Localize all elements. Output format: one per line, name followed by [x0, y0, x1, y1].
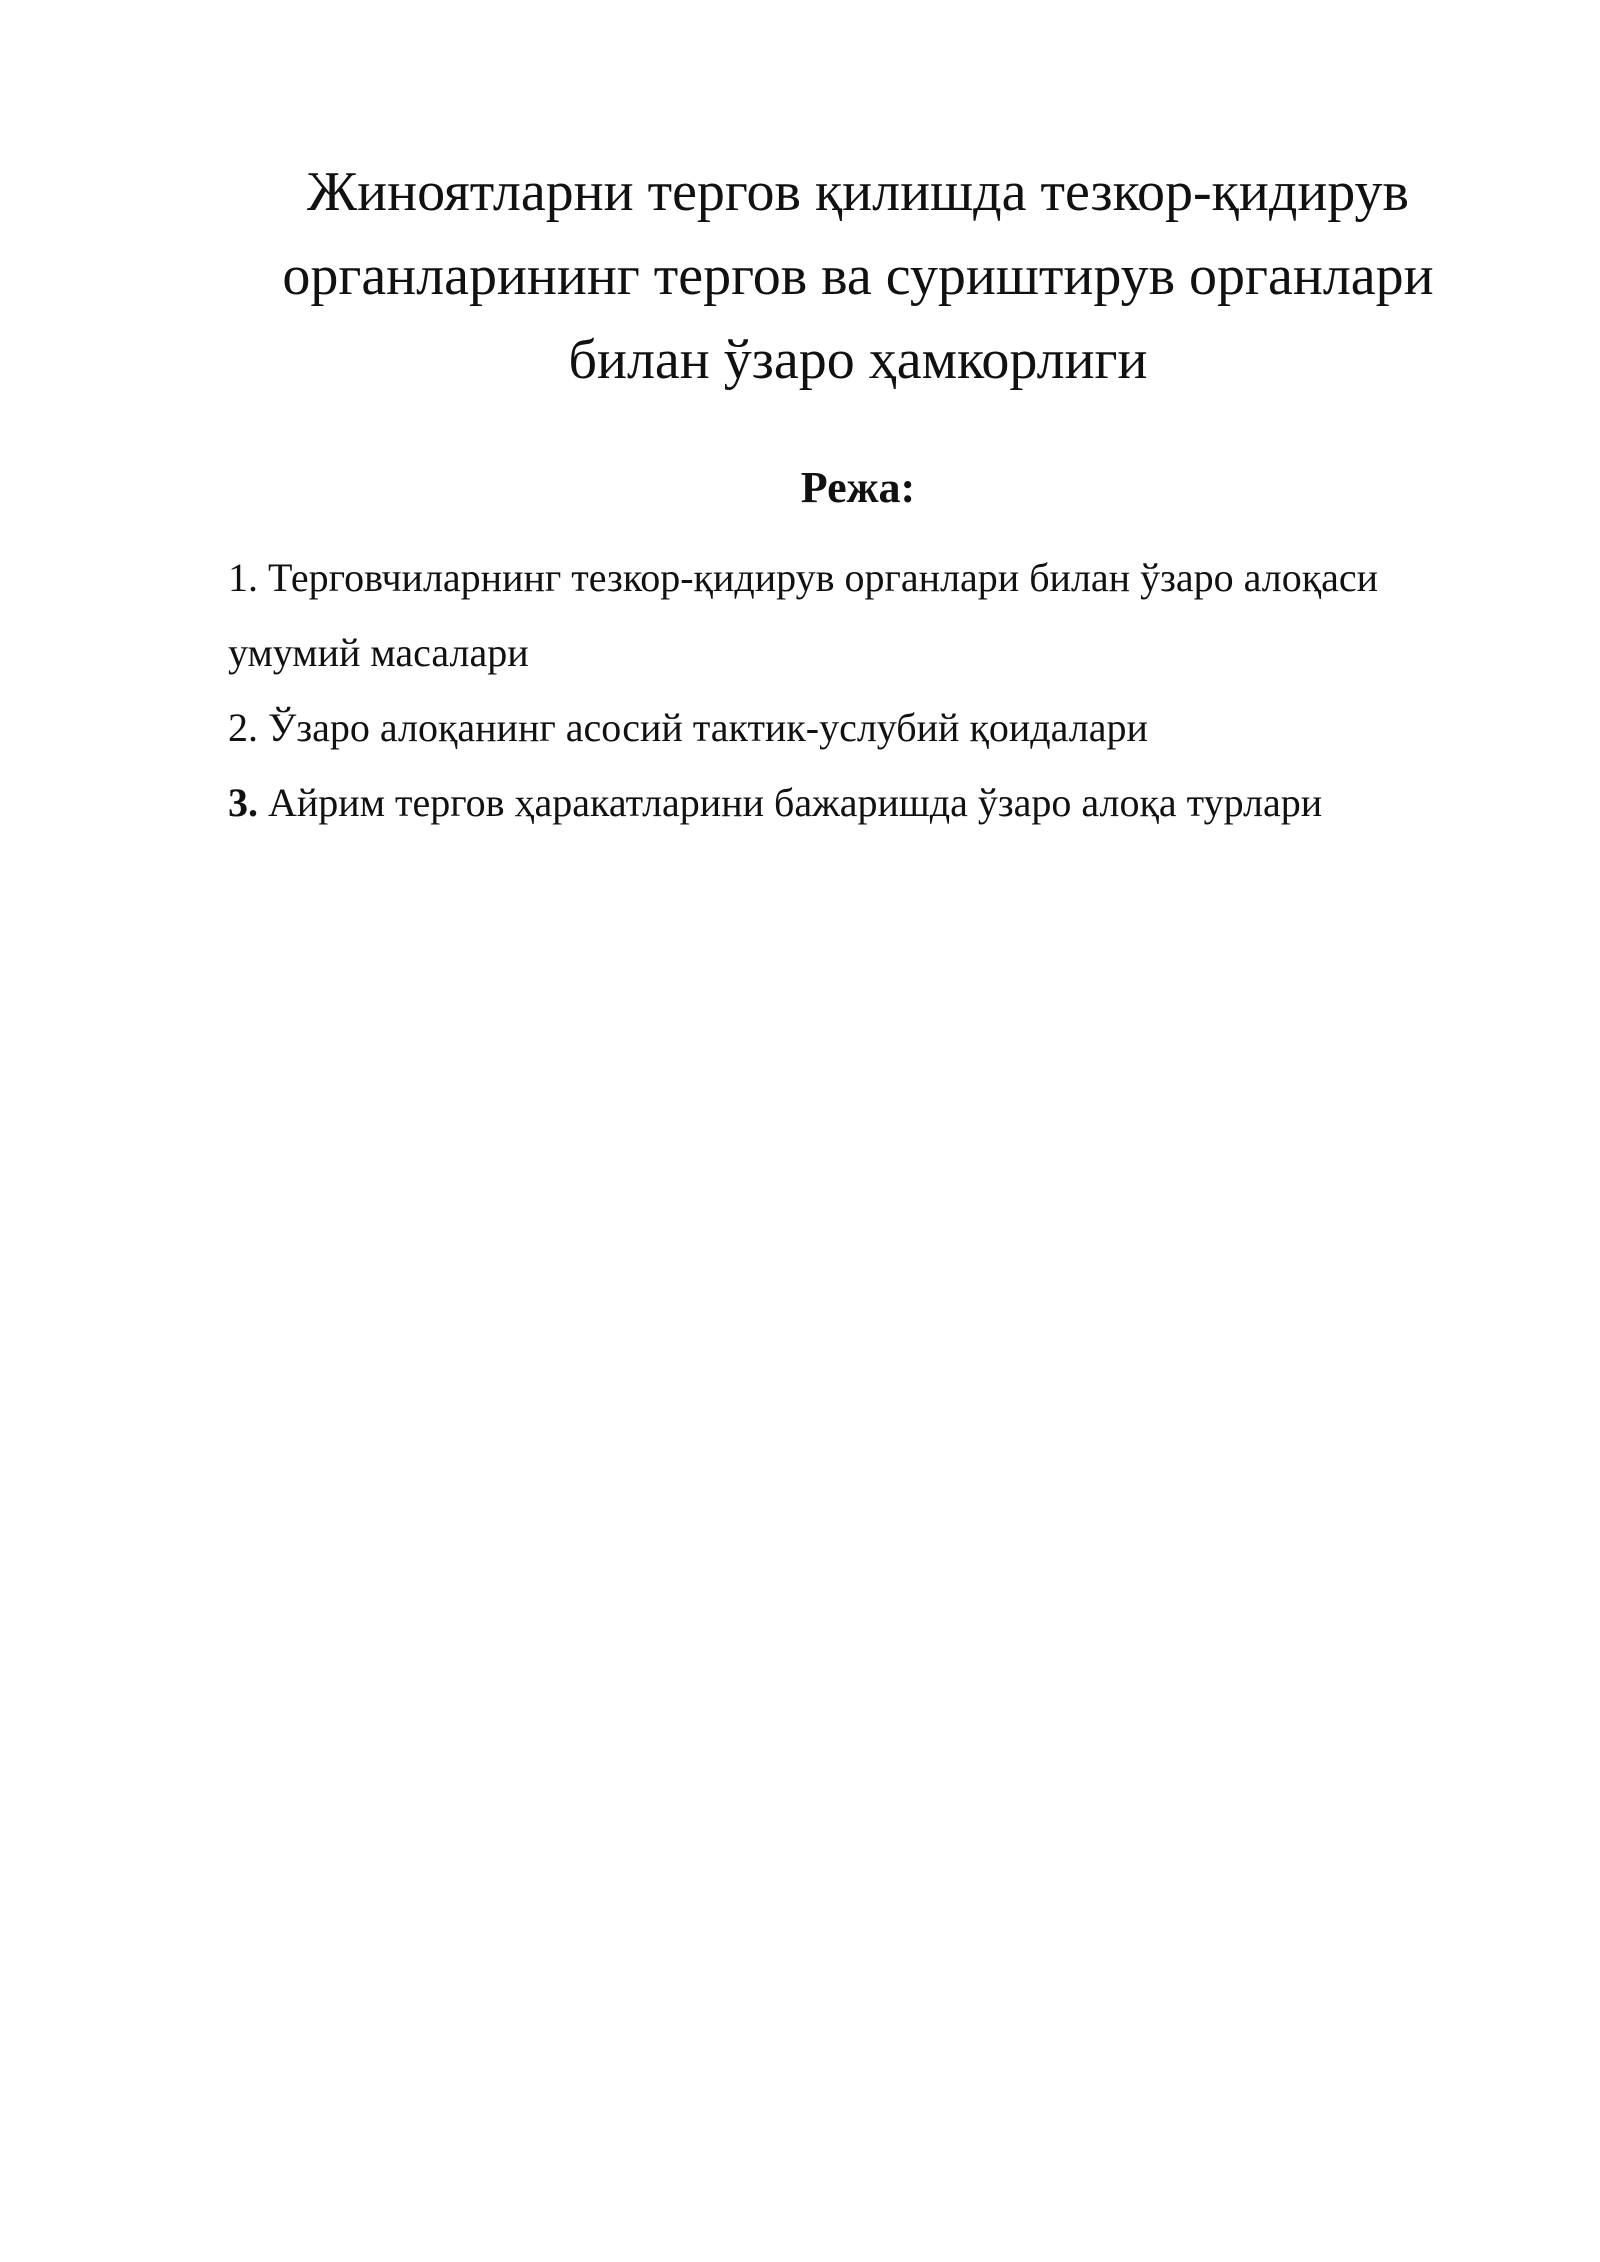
plan-item-text: Ўзаро алоқанинг асосий тактик-услубий қоидалари — [268, 705, 1148, 750]
plan-item-text: Айрим тергов ҳаракатларини бажаришда ўзаро алоқа турлари — [268, 780, 1323, 825]
title-line-3: билан ўзаро ҳамкорлиги — [568, 329, 1148, 391]
plan-list — [228, 540, 1498, 840]
document-title — [228, 150, 1488, 402]
title-line-1: Жиноятларни тергов қилишда тезкор-қидирув — [306, 161, 1409, 223]
plan-item-2 — [228, 690, 1498, 765]
plan-item-text: Терговчиларнинг тезкор-қидирув органлари билан ўзаро алоқаси — [268, 555, 1379, 600]
plan-heading: Режа: — [800, 463, 916, 512]
title-line-2: органларининг тергов ва суриштирув органлари — [282, 245, 1434, 307]
plan-item-3 — [228, 765, 1498, 840]
plan-item-number: 1. — [228, 555, 258, 600]
plan-item-1 — [228, 540, 1498, 690]
plan-item-number: 2. — [228, 705, 258, 750]
plan-item-text-continuation: умумий масалари — [228, 630, 529, 675]
plan-item-number: 3. — [228, 780, 258, 825]
